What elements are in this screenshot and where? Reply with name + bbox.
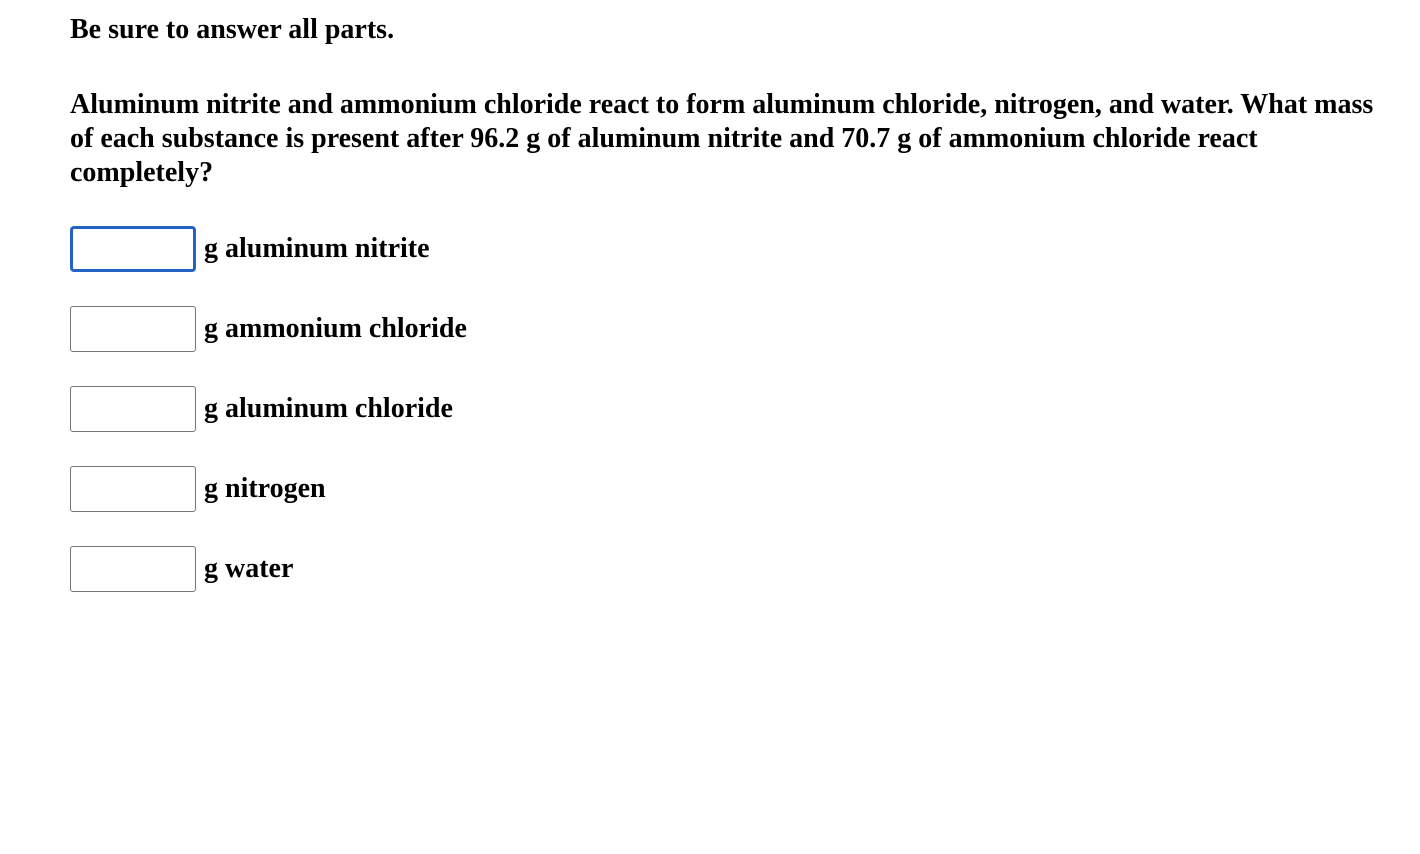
water-input[interactable] (70, 546, 196, 592)
nitrogen-label: g nitrogen (204, 473, 326, 504)
question-container (70, 10, 1380, 626)
instruction-text: Be sure to answer all parts. (70, 14, 395, 45)
aluminum-chloride-input[interactable] (70, 386, 196, 432)
answer-row-aluminum-nitrite (70, 226, 1380, 272)
aluminum-nitrite-input[interactable] (70, 226, 196, 272)
ammonium-chloride-input[interactable] (70, 306, 196, 352)
nitrogen-input[interactable] (70, 466, 196, 512)
ammonium-chloride-label: g ammonium chloride (204, 313, 467, 344)
question-text: Aluminum nitrite and ammonium chloride react to form aluminum chloride, nitrogen, and water. What mass of each substance is present after 96.2 g of aluminum nitrite and 70.7 g of ammonium chloride react completely? (70, 89, 1374, 188)
aluminum-nitrite-label: g aluminum nitrite (204, 233, 430, 264)
answer-row-aluminum-chloride (70, 386, 1380, 432)
answer-row-ammonium-chloride (70, 306, 1380, 352)
answer-row-nitrogen (70, 466, 1380, 512)
water-label: g water (204, 553, 294, 584)
answer-row-water (70, 546, 1380, 592)
answer-list (70, 226, 1380, 592)
aluminum-chloride-label: g aluminum chloride (204, 393, 453, 424)
